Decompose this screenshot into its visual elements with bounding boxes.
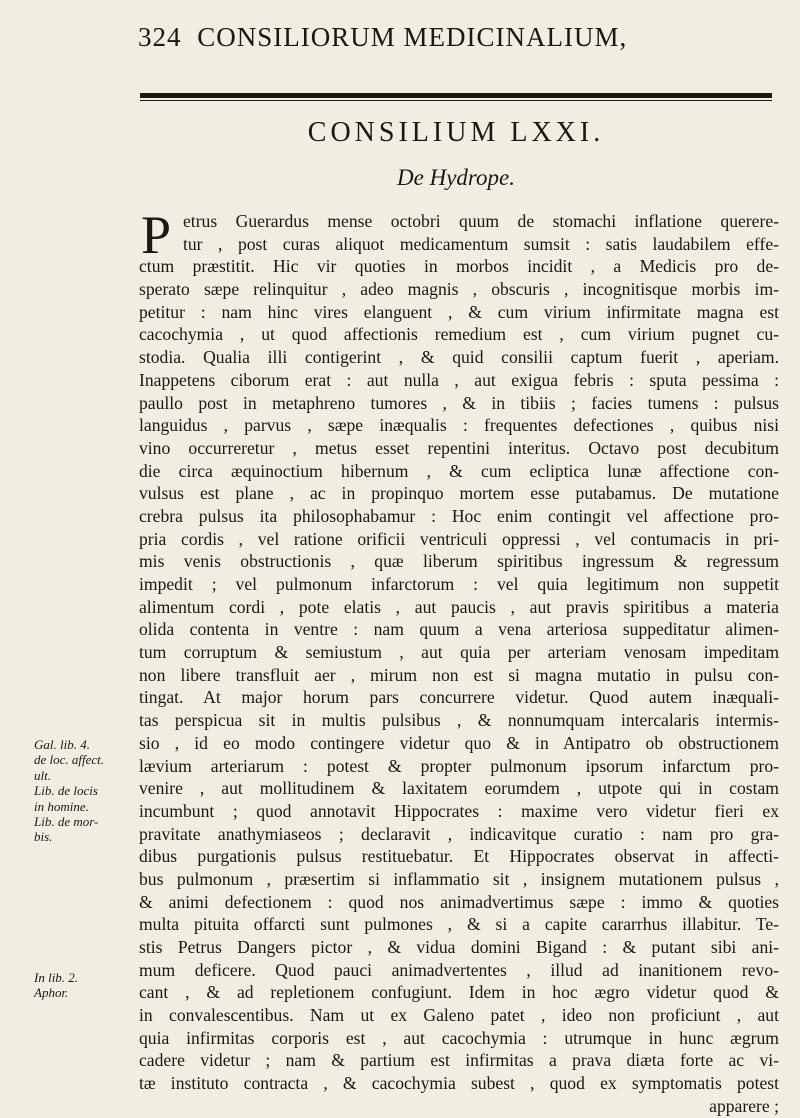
text-line: alimentum cordi , pote elatis , aut paucis , aut pravis spiritibus a materia: [139, 596, 779, 617]
running-title: CONSILIORUM MEDICINALIUM,: [197, 22, 628, 52]
text-line: etrus Guerardus mense octobri quum de stomachi inflatione querere-: [183, 211, 779, 231]
text-line: cant , & ad repletionem confugiunt. Idem in hoc ægro videtur quod &: [139, 982, 779, 1003]
text-line: paullo post in metaphreno tumores , & in tibiis ; facies tumens : pulsus: [139, 392, 779, 413]
text-line: pria cordis , vel ratione orificii ventriculi oppressi , vel contumacis in pri-: [139, 528, 779, 549]
text-line: venire , aut mollitudinem & laxitatem eorumdem , utpote qui in costam: [139, 778, 779, 799]
text-line: stodia. Qualia illi contigerint , & quid consilii captum fuerit , aperiam.: [139, 347, 779, 368]
margin-note-line: bis.: [34, 829, 53, 845]
text-line: tæ instituto contracta , & cacochymia subest , quod ex symptomatis potest: [139, 1073, 779, 1094]
body-text: [139, 205, 779, 1118]
text-line: tingat. At major horum pars concurrere videtur. Quod autem inæquali-: [139, 687, 779, 708]
margin-note-aphor: [34, 970, 134, 1001]
margin-note-line: in homine.: [34, 798, 89, 814]
page-number: 324: [138, 22, 182, 52]
running-head: [138, 22, 698, 53]
text-line: sio , id eo modo contingere videtur quo & in Antipatro ob obstructionem: [139, 732, 779, 753]
margin-note-line: ult.: [34, 767, 51, 783]
text-line: cadere videtur ; nam & partium est infirmitas a prava diæta forte ac vi-: [139, 1050, 779, 1071]
chapter-subtitle: De Hydrope.: [397, 165, 515, 190]
text-line: bus pulmonum , præsertim si inflammatio sit , insignem mutationem pulsus ,: [139, 868, 779, 889]
header-rule: [140, 93, 772, 98]
text-line: in convalescentibus. Nam ut ex Galeno patet , ideo non proficiunt , aut: [139, 1005, 779, 1026]
margin-note-line: de loc. affect.: [34, 752, 105, 768]
text-line: crebra pulsus ita philosophabamur : Hoc enim contingit vel affectione pro-: [139, 505, 779, 526]
margin-note-line: Aphor.: [34, 985, 69, 1001]
margin-note-galen: [34, 737, 134, 845]
text-line: sperato sæpe relinquitur , adeo magnis , obscuris , incognitisque morbis im-: [139, 279, 779, 300]
text-line: lævium arteriarum : potest & propter pulmonum ipsorum infarctum pro-: [139, 755, 779, 776]
text-line: dibus purgationis pulsus restituebatur. Et Hippocrates observat in affecti-: [139, 846, 779, 867]
text-line: multa pituita offarcti sunt pulmones , & si a capite cararrhus illabitur. Te-: [139, 914, 779, 935]
text-line: non libere transfluit aer , mirum non est si magna mutatio in pulsu con-: [139, 664, 779, 685]
text-line: mum deficere. Quod pauci animadvertentes , illud ad inanitionem revo-: [139, 959, 779, 980]
margin-note-line: Lib. de locis: [34, 783, 98, 799]
text-line: languidus , parvus , sæpe inæqualis : frequentes defectiones , quibus nisi: [139, 415, 779, 436]
text-line: pravitate anathymiaseos ; declaravit , indicavitque curatio : nam pro gra-: [139, 823, 779, 844]
text-line: mis venis obstructionis , quæ liberum spiritibus ingressum & regressum: [139, 551, 779, 572]
text-line: apparere ;: [709, 1095, 779, 1116]
text-line: incumbunt ; quod annotavit Hippocrates : maxime vero videtur fieri ex: [139, 800, 779, 821]
chapter-title: CONSILIUM LXXI.: [307, 117, 605, 148]
text-line: cacochymia , ut quod affectionis remedium est , cum virium pugnet cu-: [139, 324, 779, 345]
text-line: Inappetens ciborum erat : aut nulla , aut exigua febris : sputa pessima :: [139, 369, 779, 390]
text-line: impedit ; vel pulmonum infarctorum : vel quia legitimum non suppetit: [139, 574, 779, 594]
text-line: ctum præstitit. Hic vir quoties in morbos incidit , a Medicis pro de-: [139, 256, 779, 277]
text-line: quia infirmitas corporis est , aut cacochymia : utrumque in hunc ægrum: [139, 1027, 779, 1048]
text-line: tas perspicua sit in multis pulsibus , & nonnumquam intercalaris intermis-: [139, 710, 779, 731]
text-line: tur , post curas aliquot medicamentum sumsit : satis laudabilem effe-: [183, 233, 779, 254]
drop-cap: P: [141, 205, 172, 265]
text-line: stis Petrus Dangers pictor , & vidua domini Bigand : & putant sibi ani-: [139, 937, 779, 957]
text-line: petitur : nam hinc vires elanguent , & cum virium infirmitate magna est: [139, 301, 779, 322]
text-line: vulsus est plane , ac in propinquo mortem esse putabamus. De mutatione: [139, 483, 779, 504]
text-line: & animi defectionem : quod nos animadvertimus sæpe : immo & quoties: [139, 891, 779, 912]
margin-note-line: In lib. 2.: [34, 970, 79, 985]
margin-note-line: Lib. de mor-: [34, 814, 99, 830]
margin-note-line: Gal. lib. 4.: [34, 737, 90, 752]
text-line: die circa æquinoctium hibernum , & cum ecliptica lunæ affectione con-: [139, 460, 779, 481]
text-line: olida contenta in ventre : nam quum a vena arteriosa suppeditatur alimen-: [139, 619, 779, 640]
text-line: tum corruptum & semiustum , aut quia per arteriam venosam impeditam: [139, 642, 779, 663]
text-line: vino occurreretur , metus esset repentini interitus. Octavo post decubitum: [139, 437, 779, 458]
